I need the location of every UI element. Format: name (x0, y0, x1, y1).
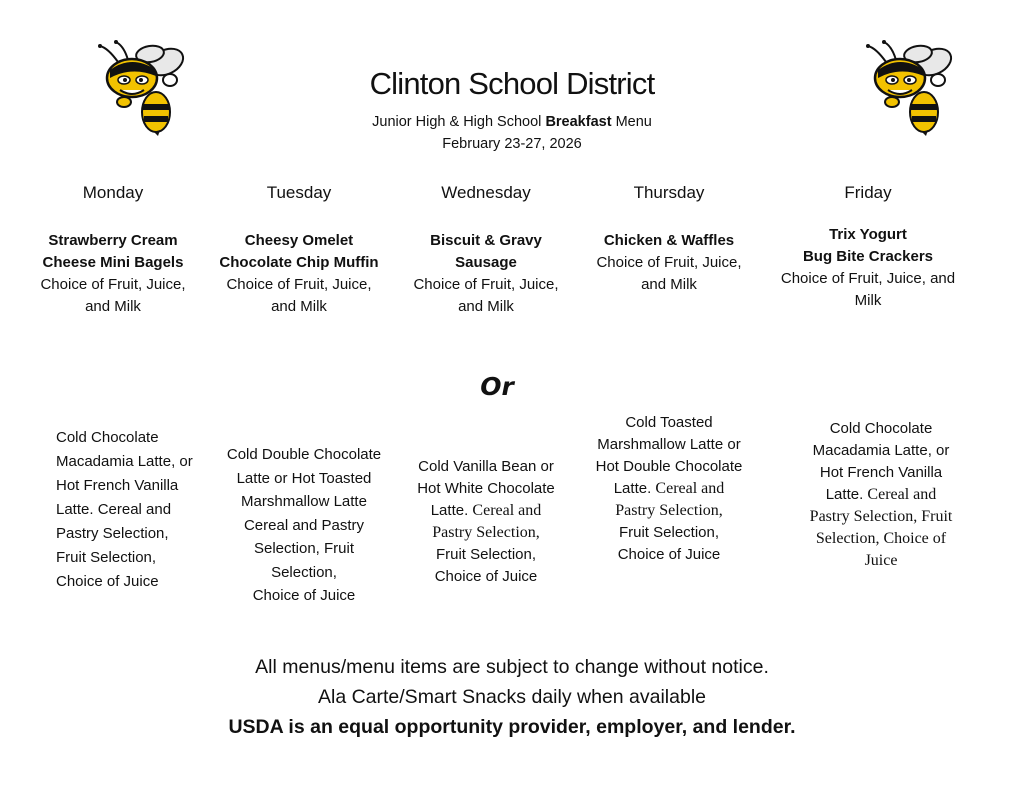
menu-item: Milk (854, 292, 882, 309)
alternate-line: Cold Chocolate (56, 429, 159, 446)
menu-item: and Milk (271, 298, 327, 315)
day-name: Thursday (633, 183, 705, 202)
day-name: Monday (82, 183, 144, 202)
alternate-line: Cold Toasted (625, 414, 713, 431)
day-menu (28, 230, 198, 318)
alternate-option-thursday (584, 412, 754, 566)
menu-item: Cheese Mini Bagels (42, 254, 184, 271)
alternate-line: Hot White Chocolate (417, 480, 555, 497)
alternate-line: Selection, (271, 563, 337, 581)
alternate-line: Hot French Vanilla (56, 477, 179, 494)
alternate-line: Cold Chocolate (829, 420, 933, 437)
alternate-line: Pastry Selection, Fruit (809, 508, 953, 525)
alternate-option-monday (56, 426, 226, 594)
alternate-line: Selection, Fruit (253, 540, 355, 557)
day-column-monday (28, 182, 198, 318)
menu-item: Chicken & Waffles (603, 232, 735, 249)
alternate-line: Cold Vanilla Bean or (418, 458, 554, 475)
alternate-line: Fruit Selection, (435, 546, 537, 563)
day-name: Friday (844, 183, 892, 202)
day-column-friday (770, 182, 966, 312)
menu-item: Choice of Fruit, Juice, (226, 276, 372, 293)
footer-usda-statement: USDA is an equal opportunity provider, employer, and lender. (228, 716, 796, 738)
footer-snacks-notice: Ala Carte/Smart Snacks daily when available (317, 686, 707, 708)
alternate-line: Choice of Juice (56, 573, 159, 590)
menu-item: Choice of Fruit, Juice, (596, 254, 742, 271)
alternate-option-friday (788, 418, 974, 572)
alternate-line: Cereal and (655, 480, 725, 497)
alternate-line: Cold Double Chocolate (226, 446, 382, 463)
day-name: Tuesday (266, 183, 332, 202)
menu-item: Sausage (455, 254, 517, 271)
subtitle-suffix: Menu (615, 114, 652, 130)
footer-change-notice: All menus/menu items are subject to change without notice. (255, 656, 769, 678)
day-menu (400, 230, 572, 318)
menu-item: and Milk (641, 276, 697, 293)
menu-item: and Milk (85, 298, 141, 315)
menu-item: Strawberry Cream (48, 232, 178, 249)
alternate-line: Choice of Juice (252, 587, 356, 604)
alternate-line: Fruit Selection, (56, 549, 157, 566)
alternate-line: Choice of Juice (617, 546, 721, 563)
day-column-wednesday (400, 182, 572, 318)
alternate-line: Pastry Selection, (615, 502, 723, 519)
day-column-thursday (584, 182, 754, 296)
alternate-line: Choice of Juice (434, 568, 538, 585)
day-name: Wednesday (441, 183, 531, 202)
alternate-line: Latte. Cereal and (56, 501, 172, 518)
alternate-line: Fruit Selection, (618, 524, 720, 541)
menu-item: and Milk (458, 298, 514, 315)
alternate-line: Juice (864, 552, 898, 569)
alternate-line: Marshmallow Latte (241, 493, 367, 510)
alternate-line: Pastry Selection, (56, 525, 169, 542)
alternate-option-wednesday (400, 456, 572, 588)
menu-subtitle (0, 111, 1024, 155)
menu-item: Cheesy Omelet (244, 232, 354, 249)
alternate-line: Latte or Hot Toasted (236, 469, 372, 487)
alternate-line: Selection, Choice of (815, 530, 947, 547)
menu-item: Choice of Fruit, Juice, (413, 276, 559, 293)
day-column-tuesday (212, 182, 386, 318)
alternate-line: Cereal and (472, 502, 542, 519)
alternate-line: Hot French Vanilla (819, 464, 943, 481)
menu-item: Trix Yogurt (829, 226, 907, 243)
day-menu (584, 230, 754, 296)
alternate-line: Latte. (825, 486, 864, 503)
page-title: Clinton School District (369, 66, 655, 101)
alternate-line: Cereal and Pastry (243, 516, 365, 534)
menu-dates: February 23-27, 2026 (442, 136, 582, 152)
alternate-line: Latte. (430, 502, 469, 519)
menu-item: Bug Bite Crackers (802, 248, 934, 265)
alternate-line: Macadamia Latte, or (56, 453, 193, 470)
subtitle-prefix: Junior High & High School (372, 114, 542, 130)
menu-item: Choice of Fruit, Juice, and (780, 270, 956, 287)
alternate-line: Hot Double Chocolate (595, 458, 743, 475)
alternate-line: Marshmallow Latte or (597, 436, 741, 453)
day-menu (770, 224, 966, 312)
menu-item: Choice of Fruit, Juice, (40, 276, 186, 293)
alternate-line: Macadamia Latte, or (812, 442, 950, 459)
footer-notice (0, 652, 1024, 742)
or-divider: Or (480, 372, 514, 401)
menu-item: Biscuit & Gravy (430, 232, 542, 249)
alternate-line: Latte. (613, 480, 652, 497)
subtitle-meal: Breakfast (545, 114, 612, 130)
alternate-line: Pastry Selection, (432, 524, 540, 541)
day-menu (212, 230, 386, 318)
alternate-option-tuesday (214, 443, 394, 608)
menu-item: Chocolate Chip Muffin (219, 254, 379, 271)
alternate-line: Cereal and (867, 486, 937, 503)
